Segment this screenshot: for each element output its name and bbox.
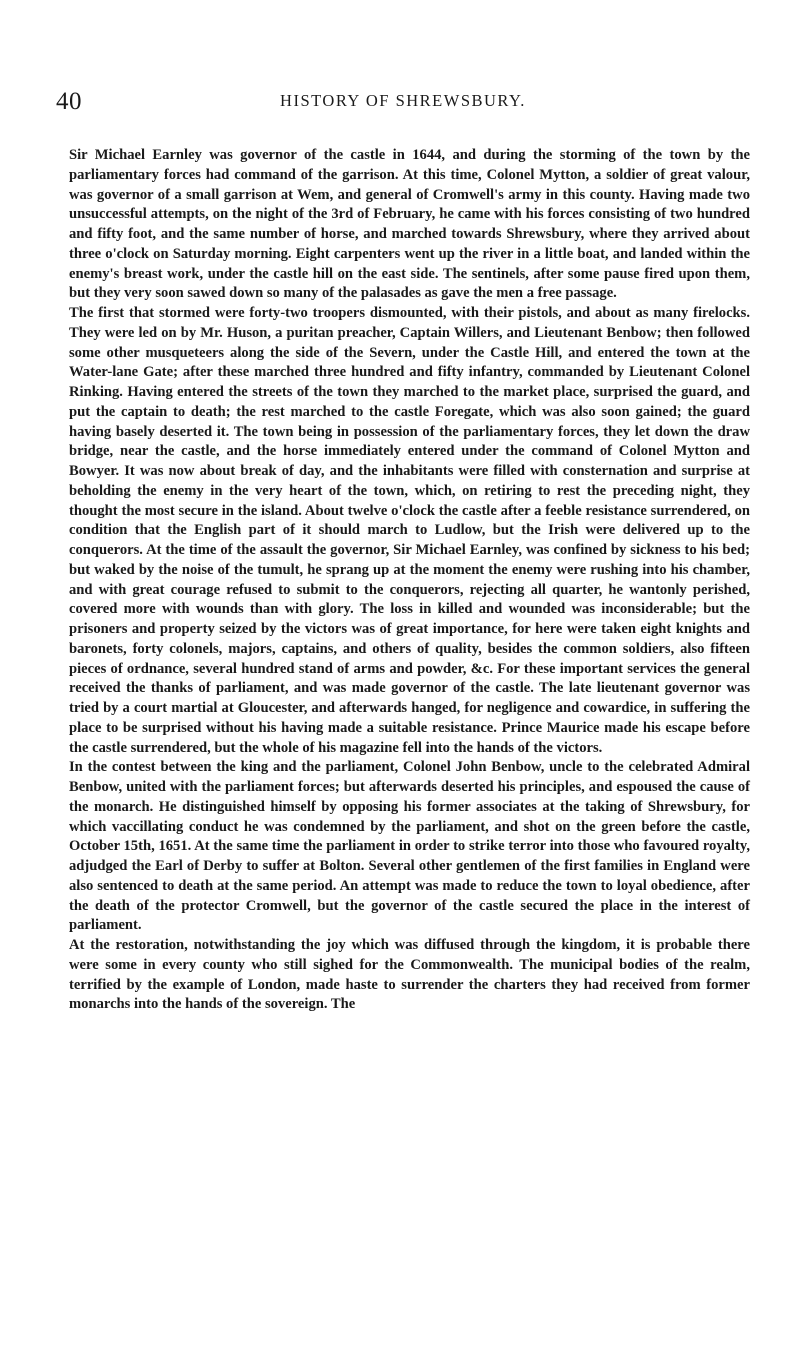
paragraph: The first that stormed were forty-two troopers dismounted, with their pistols, and about as many firelocks. They were led on by Mr. Huson, a puritan preacher, Captain Willers, and Lieutenant Benbow; then followed some other musqueteers along the side of the Severn, under the Castle Hill, and entered the town at the Water-lane Gate; after these marched three hundred and fifty infantry, commanded by Lieutenant Colonel Rinking. Having entered the streets of the town they marched to the market place, surprised the guard, and put the captain to death; the rest marched to the castle Foregate, which was also soon gained; the guard having basely deserted it. The town being in possession of the parliamentary forces, they let down the draw bridge, near the castle, and the horse immediately entered under the command of Colonel Mytton and Bowyer. It was now about break of day, and the inhabitants were filled with consternation and surprise at beholding the enemy in the very heart of the town, which, on retiring to rest the preceding night, they thought the most secure in the island. About twelve o'clock the castle after a feeble resistance surrendered, on condition that the English part of it should march to Ludlow, but the Irish were delivered up to the conquerors. At the time of the assault the governor, Sir Michael Earnley, was confined by sickness to his bed; but waked by the noise of the tumult, he sprang up at the moment the enemy were rushing into his chamber, and with great courage refused to submit to the conquerors, rejecting all quarter, he wantonly perished, covered more with wounds than with glory. The loss in killed and wounded was inconsiderable; but the prisoners and property seized by the victors was of great importance, for here were taken eight knights and baronets, forty colonels, majors, captains, and others of quality, besides the common soldiers, also fifteen pieces of ordnance, several hundred stand of arms and powder, &c. For these important services the general received the thanks of parliament, and was made governor of the castle. The late lieutenant governor was tried by a court martial at Gloucester, and afterwards hanged, for negligence and cowardice, in suffering the place to be surprised without his having made a suitable resistance. Prince Maurice made his escape before the castle surrendered, but the whole of his magazine fell into the hands of the victors. xyxy=(69,305,750,756)
running-head: HISTORY OF SHREWSBURY. xyxy=(280,91,526,110)
paragraph: In the contest between the king and the parliament, Colonel John Benbow, uncle to the celebrated Admiral Benbow, united with the parliament forces; but afterwards deserted his principles, and espoused the cause of the monarch. He distinguished himself by opposing his former associates at the taking of Shrewsbury, for which vaccillating conduct he was condemned by the parliament, and shot on the green before the castle, October 15th, 1651. At the same time the parliament in order to strike terror into those who favoured royalty, adjudged the Earl of Derby to suffer at Bolton. Several other gentlemen of the first families in England were also sentenced to death at the same period. An attempt was made to reduce the town to loyal obedience, after the death of the protector Cromwell, but the governor of the castle secured the place in the interest of parliament. xyxy=(69,759,750,934)
paragraph: At the restoration, notwithstanding the joy which was diffused through the kingdom, it is probable there were some in every county who still sighed for the Commonwealth. The municipal bodies of the realm, terrified by the example of London, made haste to surrender the charters they had received from former monarchs into the hands of the sovereign. The xyxy=(69,937,750,1013)
page-number: 40 xyxy=(56,88,82,115)
body-text xyxy=(69,146,750,1015)
paragraph: Sir Michael Earnley was governor of the castle in 1644, and during the storming of the town by the parliamentary forces had command of the garrison. At this time, Colonel Mytton, a soldier of great valour, was governor of a small garrison at Wem, and general of Cromwell's army in this county. Having made two unsuccessful attempts, on the night of the 3rd of February, he came with his forces consisting of two hundred and fifty foot, and the same number of horse, and marched towards Shrewsbury, where they arrived about three o'clock on Saturday morning. Eight carpenters went up the river in a little boat, and landed within the enemy's breast work, under the castle hill on the east side. The sentinels, after some pause fired upon them, but they very soon sawed down so many of the palasades as gave the men a free passage. xyxy=(69,147,750,302)
page-header xyxy=(56,88,750,120)
